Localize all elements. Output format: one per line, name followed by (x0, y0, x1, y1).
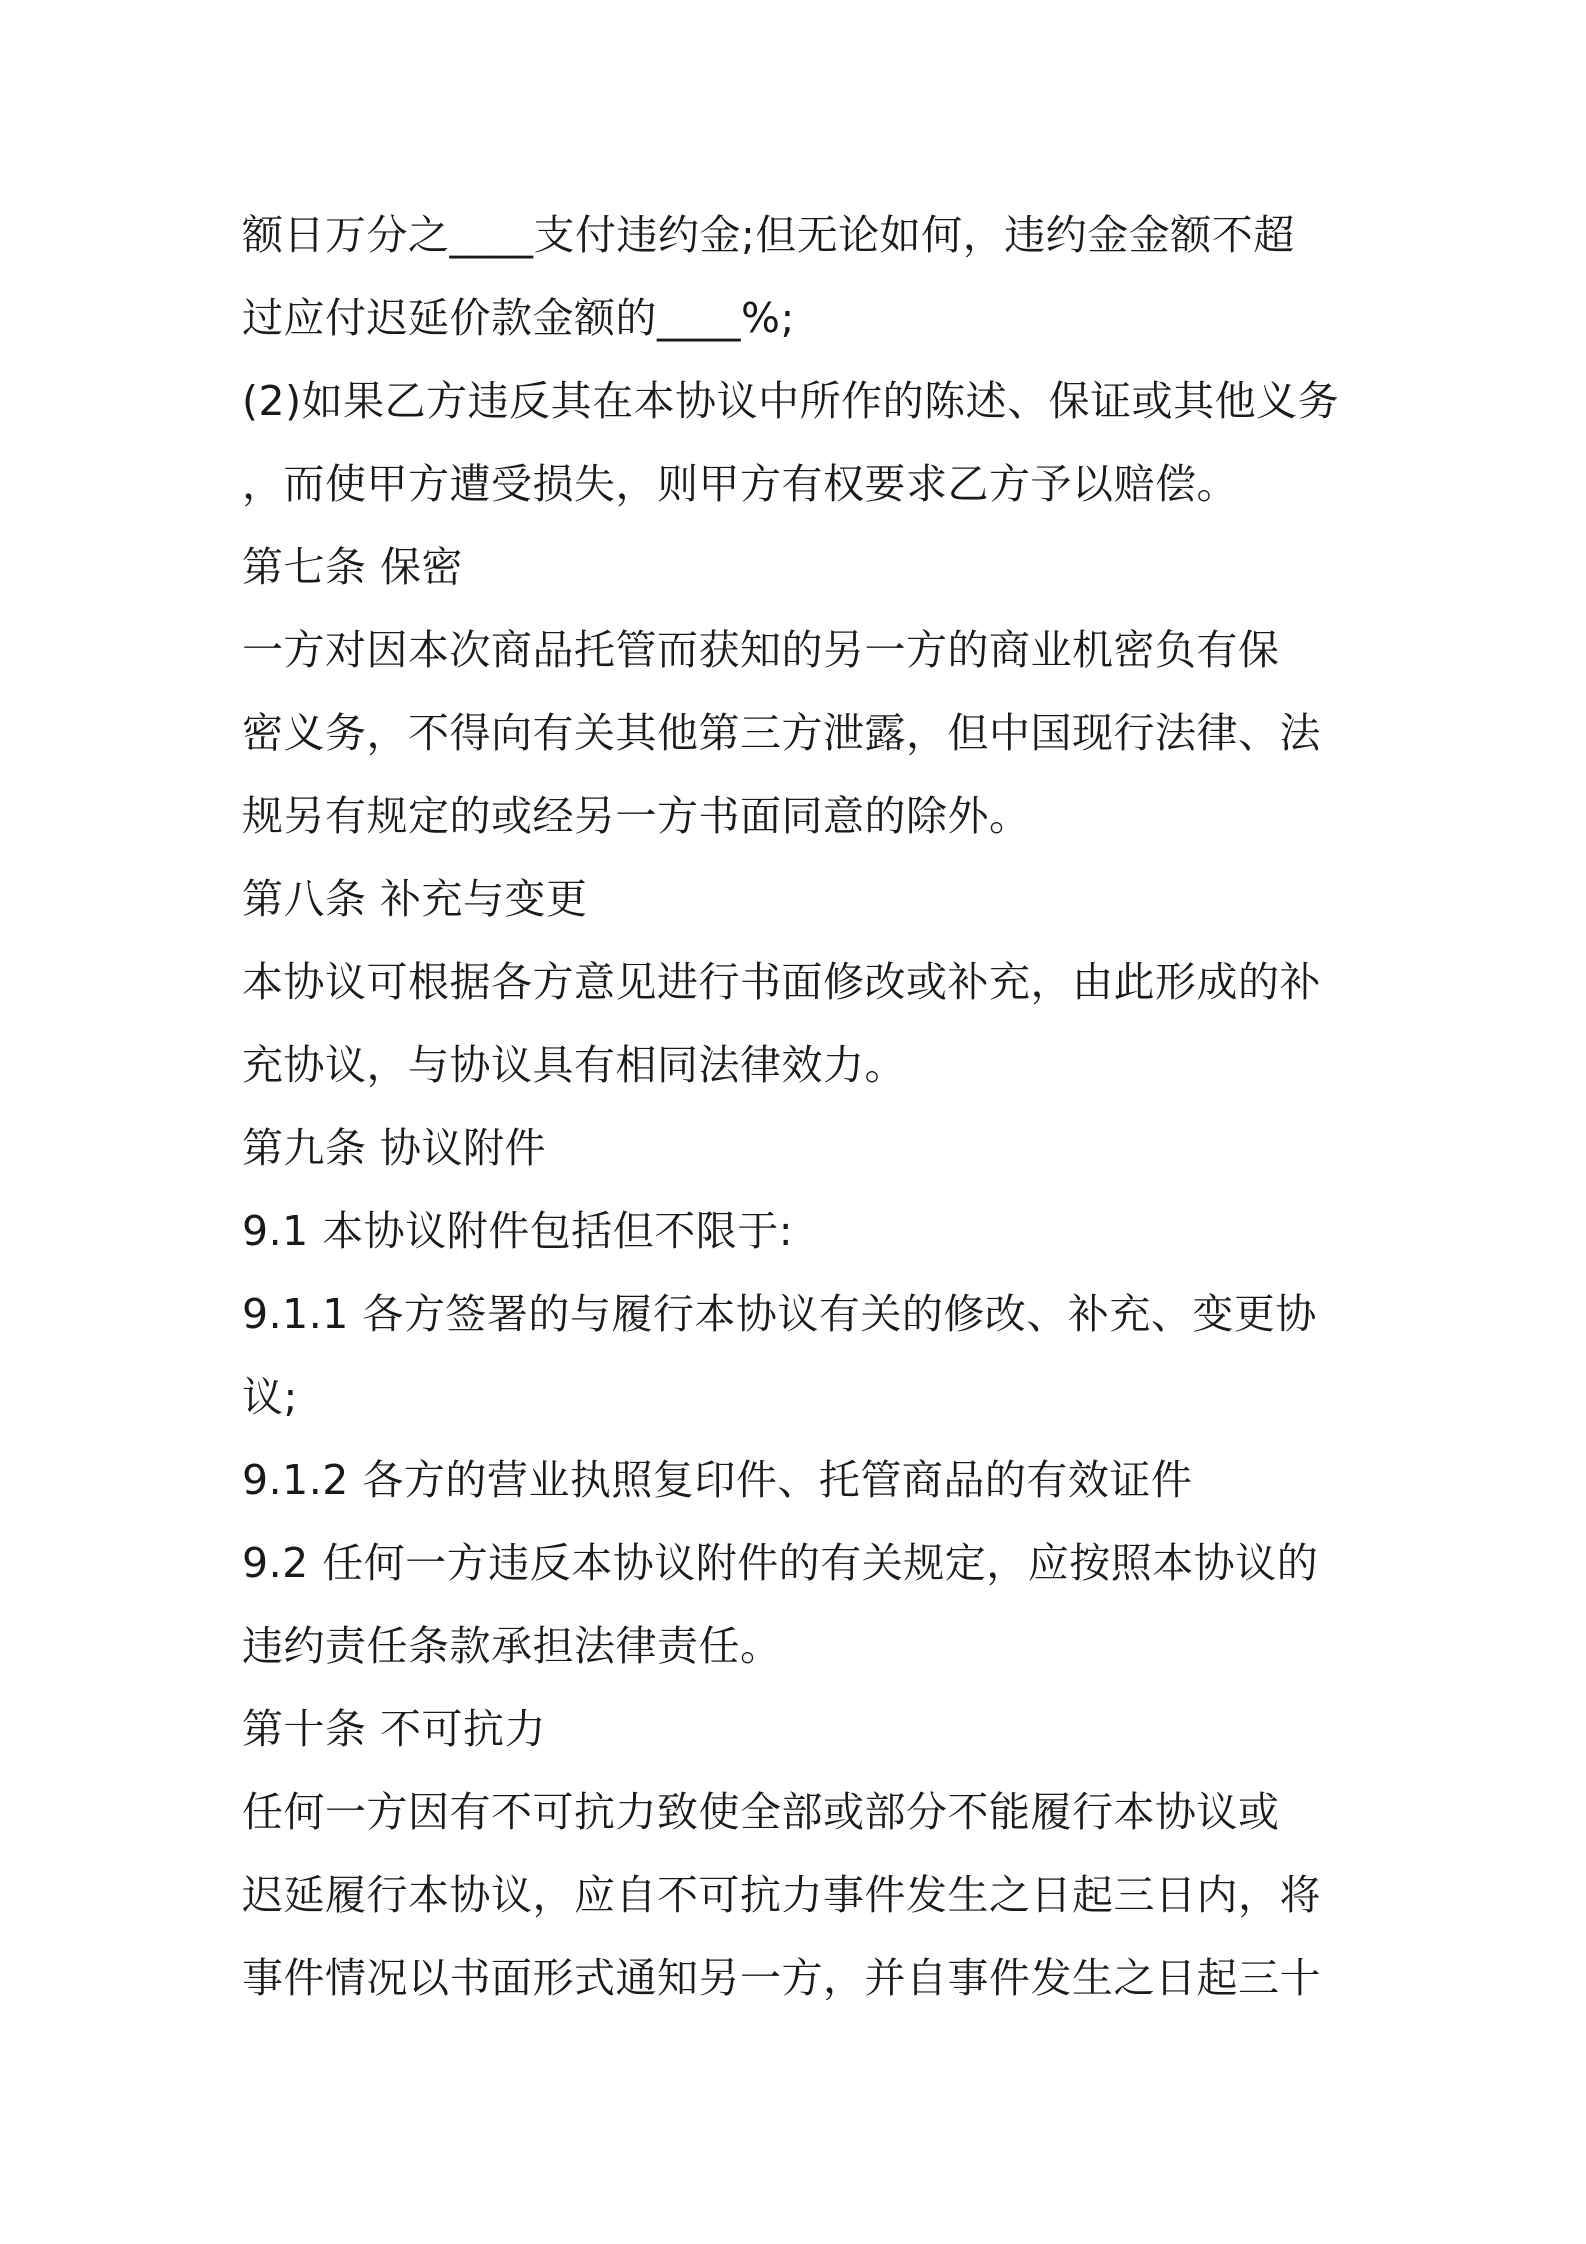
clause-9-2: 9.2 任何一方违反本协议附件的有关规定，应按照本协议的 (242, 1539, 1319, 1587)
text-line: 事件情况以书面形式通知另一方，并自事件发生之日起三十 (242, 1954, 1321, 2002)
text-line: 迟延履行本协议，应自不可抗力事件发生之日起三日内，将 (242, 1871, 1321, 1919)
text-line: 议; (242, 1373, 298, 1421)
text-line: 额日万分之____支付违约金;但无论如何，违约金金额不超 (242, 211, 1295, 259)
text-line: 密义务，不得向有关其他第三方泄露，但中国现行法律、法 (242, 709, 1321, 757)
document-body (242, 194, 1362, 2020)
section-heading-9: 第九条 协议附件 (242, 1124, 547, 1172)
text-line: 本协议可根据各方意见进行书面修改或补充，由此形成的补 (242, 958, 1321, 1006)
section-heading-10: 第十条 不可抗力 (242, 1705, 547, 1753)
text-line: 充协议，与协议具有相同法律效力。 (242, 1041, 906, 1089)
text-line: 违约责任条款承担法律责任。 (242, 1622, 782, 1670)
text-line: 任何一方因有不可抗力致使全部或部分不能履行本协议或 (242, 1788, 1280, 1836)
clause-9-1-2: 9.1.2 各方的营业执照复印件、托管商品的有效证件 (242, 1456, 1193, 1504)
text-line: 规另有规定的或经另一方书面同意的除外。 (242, 792, 1031, 840)
text-line: ，而使甲方遭受损失，则甲方有权要求乙方予以赔偿。 (242, 460, 1238, 508)
clause-9-1: 9.1 本协议附件包括但不限于: (242, 1207, 794, 1255)
text-line: 一方对因本次商品托管而获知的另一方的商业机密负有保 (242, 626, 1280, 674)
section-heading-7: 第七条 保密 (242, 543, 464, 591)
text-line: (2)如果乙方违反其在本协议中所作的陈述、保证或其他义务 (242, 377, 1340, 425)
section-heading-8: 第八条 补充与变更 (242, 875, 588, 923)
clause-9-1-1: 9.1.1 各方签署的与履行本协议有关的修改、补充、变更协 (242, 1290, 1317, 1338)
text-line: 过应付迟延价款金额的____%; (242, 294, 795, 342)
